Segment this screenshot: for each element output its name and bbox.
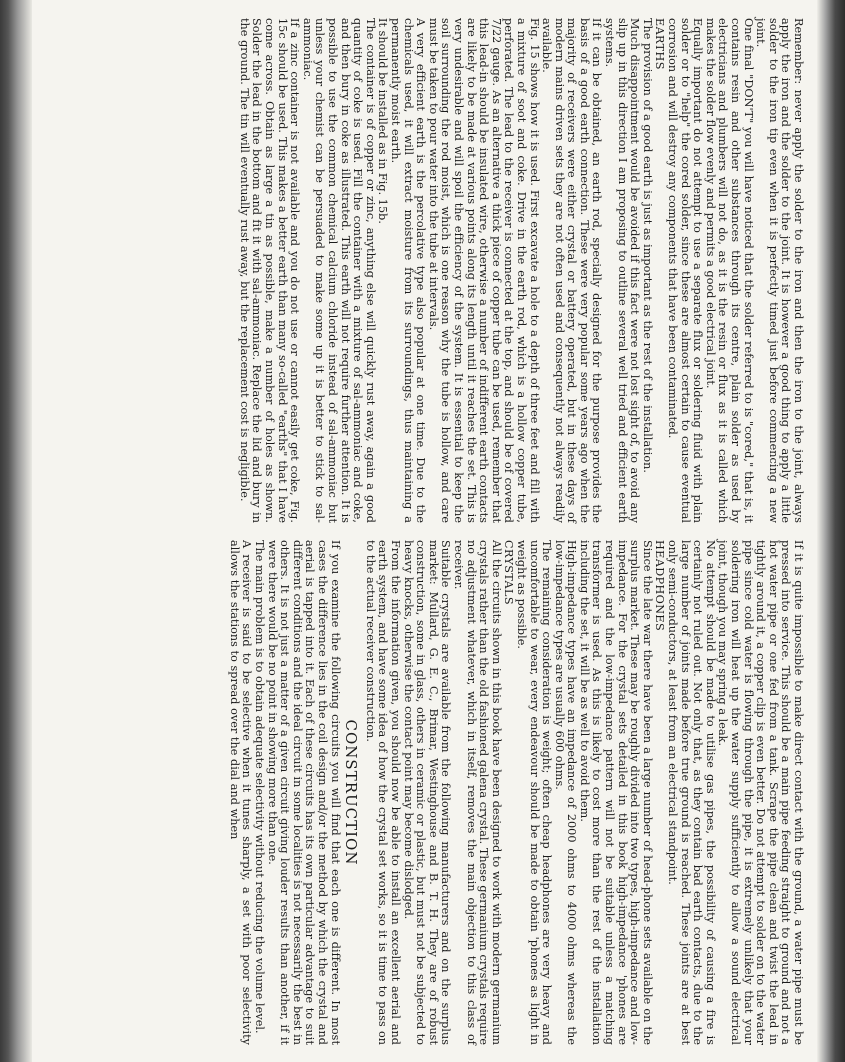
paragraph: It should be installed as in Fig. 15b. <box>376 18 390 224</box>
scan-shadow-right <box>817 0 845 1062</box>
paragraph: If it is quite impossible to make direct contact with the ground, a water pipe must be pressed into service. This should be a main pipe feeding straight to ground and not a hot water pipe or one fed from a tank. Scrape the pipe clean and twist the lead in tightly around it, a copper clip is even better. Do not attempt to solder on to the water pipe since cold water is flowing through the pipe, it is extremely unlikely that your soldering iron will heat up the water supply sufficiently to allow a sound electrical joint, though you may spring a leak. <box>716 540 805 1045</box>
paragraph: The remaining consideration is weight; often cheap headphones are very heavy and uncomfortable to wear, every endeavour should be made to obtain 'phones as light in weight as possible. <box>514 540 554 1045</box>
scan-shadow-left <box>0 0 32 1062</box>
earths-heading: EARTHS <box>653 18 667 70</box>
paragraph: One final "DON'T" you will have noticed that the solder referred to is "cored," that is, it contains resin and other substances through its centre, plain solder as used by electricians and plumbers will not do, as it is the resin or flux as it is called which makes the solder flow evenly and permits a good electrical joint. <box>703 18 755 523</box>
left-column <box>237 18 804 523</box>
paragraph: If you examine the following circuits you will find that each one is different. In most cases the difference lies in the coil design and/or the method by which the crystal and aerial is tapped into it. Each of these circuits has its own particular advantage to suit different conditions and the ideal circuit in some localities is not necessarily the best in others. It is not just a matter of a given circuit giving louder results than another, if it were there would be no point in showing more than one. <box>265 540 342 1045</box>
paragraph: Fig. 15 shows how it is used. First excavate a hole to a depth of three feet and fill with a mixture of soot and coke. Drive in the earth rod, which is a hollow copper tube, perforated. The lead to the receiver is connected at the top, and should be of covered 7/22 gauge. As an alternative a thick piece of copper tube can be used, remember that this lead-in should be insulated wire, otherwise a number of indifferent earth contacts are likely to be made at various points along its length until it reaches the set. This is very undesirable and will spoil the efficiency of the system. It is essential to keep the soil surrounding the rod moist, which is one reason why the tube is hollow, and care must be taken to pour water into the tube at intervals. <box>426 18 541 523</box>
rotated-book-page <box>34 0 812 1062</box>
paragraph: Suitable crystals are available from the following manufacturers and on the surplus market: Mullard, G. E. C., Brimar, Westinghouse and B. T. H. They are of robust construction, some in glass, others in ceramic or plastic, but must not be subjected to heavy knocks, otherwise the contact point may become dislodged. <box>401 540 453 1045</box>
paragraph: Since the late war there have been a large number of head-phone sets available on the surplus market. These may be roughly divided into two types, high-impedance and low-impedance. For the crystal sets detailed in this book high-impedance 'phones are required and the low-impedance pattern will not be suitable unless a matching transformer is used. As this is likely to cost more than the rest of the installation including the set, it will be as well to avoid them. <box>577 540 654 1045</box>
paragraph: If a zinc container is not available and you do not use or cannot easily get coke, Fig. 15c should be used. This makes a better earth than many so-called "earths" that I have come across. Obtain as large a tin as possible, make a number of holes as shown. Solder the lead in the bottom and fit it with sal-ammoniac. Replace the lid and bury in the ground. The tin will eventually rust away, but the replacement cost is negligible. <box>237 18 302 523</box>
paragraph: A very efficient earth is the percolative type also popular at one time. Due to the chemicals used, it will extract moisture from its surroundings, thus maintaining a permanently moist earth. <box>389 18 428 523</box>
headphones-heading: HEADPHONES <box>653 540 667 632</box>
left-intro-paragraphs <box>665 18 804 523</box>
crystals-heading: CRYSTALS <box>502 540 516 605</box>
right-column <box>227 540 804 1045</box>
paragraph: Remember: never apply the solder to the iron and then the iron to the joint, always apply the iron and the solder to the joint. It is however a good thing to apply a little solder to the iron tip even when it is perfectly timed just before commencing a new joint. <box>754 18 805 523</box>
paragraph: From the information given, you should now be able to install an excellent aerial and earth system, and have some idea of how the crystal set works, so it is time to pass on to the actual receiver construction. <box>363 540 402 1045</box>
earths-paragraphs <box>237 18 653 523</box>
paragraph: A receiver is said to be selective when it tunes sharply, a set with poor selectivity allows the stations to spread over the dial and when <box>227 540 254 1045</box>
water-pipe-paragraphs <box>665 540 804 1045</box>
construction-heading: CONSTRUCTION <box>342 719 361 866</box>
crystals-paragraphs <box>363 540 502 1045</box>
headphones-paragraphs <box>514 540 653 1045</box>
paragraph: The main problem is to obtain adequate selectivity without reducing the volume level. <box>253 540 267 1034</box>
paragraph: The provision of a good earth is just as important as the rest of the installation. <box>640 18 654 474</box>
construction-paragraphs <box>227 540 340 1045</box>
paragraph: All the circuits shown in this book have been designed to work with modern germanium crystals rather than the old fashioned galena crystal. These germanium crystals require no adjustment whatever, which in itself, removes the main objection to this class of receiver. <box>451 540 503 1045</box>
paragraph: The container is of copper or zinc, anything else will quickly rust away, again a good quantity of coke is used. Fill the container with a mixture of sal-ammoniac and coke, and then bury in coke as illustrated. This earth will not require further attention. It is possible to use the common chemical calcium chloride instead of sal-ammoniac but unless your chemist can be persuaded to make some up it is better to stick to sal-ammoniac. <box>300 18 377 523</box>
paragraph: High-impedance types have an impedance of 2000 ohms to 4000 ohms whereas the low-impedance types are usually 600 ohms. <box>552 540 579 1045</box>
paragraph: Much disappointment would be avoided if this fact were not lost sight of, to avoid any slip up in this direction I am proposing to outline several well tried and efficient earth systems. <box>603 18 642 523</box>
paragraph: No attempt should be made to utilise gas pipes, the possibility of causing a fire is certainly not ruled out. Not only that, as they contain bad earth contacts, due to the large number of joints made before true ground is reached. These joints are at best only semi-conductors, at least from an electrical standpoint. <box>666 540 717 1045</box>
paragraph: If it can be obtained, an earth rod, specially designed for the purpose provides the basis of a good earth connection. These were very popular some years ago when the majority of receivers were either crystal or battery operated, but in these days of modern mains driven sets they are not often used and consequently not always readily available. <box>540 18 604 523</box>
paragraph: Equally important do not attempt to use a separate flux or soldering fluid with plain solder or to "help" the cored solder, since these are almost certain to cause eventual corrosion and will destroy any components that have been contaminated. <box>666 18 705 523</box>
